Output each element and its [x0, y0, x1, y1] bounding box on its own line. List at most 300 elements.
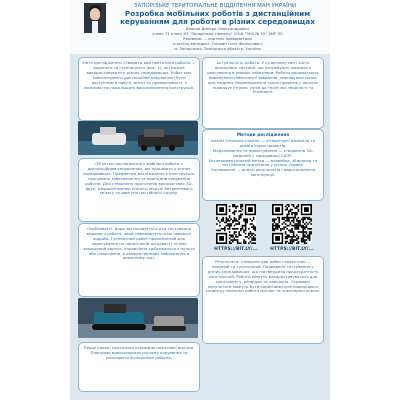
qr-module — [253, 225, 255, 227]
qr-module — [238, 234, 240, 236]
qr-module — [302, 225, 304, 227]
qr-module — [280, 230, 282, 232]
qr-module — [290, 217, 292, 219]
qr-module — [232, 204, 234, 206]
qr-module — [288, 217, 290, 219]
qr-module — [285, 241, 287, 243]
qr-module — [250, 218, 252, 220]
qr-module — [298, 236, 300, 238]
qr-module — [230, 223, 232, 225]
qr-module — [290, 222, 292, 224]
qr-finder — [219, 207, 224, 212]
qr-module — [238, 210, 240, 212]
qr-module — [243, 218, 245, 220]
qr-module — [253, 228, 255, 230]
qr-module — [235, 210, 237, 212]
qr-module — [307, 234, 309, 236]
qr-module — [290, 223, 292, 225]
header-supervisor: Керівник: ... вчитель інформатики — [183, 36, 252, 41]
qr-module — [248, 242, 250, 244]
qr-module — [302, 234, 304, 236]
qr-module — [285, 242, 287, 244]
qr-module — [229, 228, 231, 230]
results-text: Результати: створено два робочі прототипи — водяний та гусеничний. Проведено тестування у різних середовищах, що підтвердило працездатність конструкцій. Роботи можуть використовуватися для моніторингу, розвідки та навчання. Отримані результати можуть бути корисними для подальшого розвитку шкільної робототехніки та інженерної освіти. — [206, 259, 320, 294]
qr-code-left[interactable] — [216, 204, 256, 244]
qr-module — [304, 242, 306, 244]
qr-module — [234, 210, 236, 212]
qr-module — [290, 210, 292, 212]
author-photo — [84, 3, 106, 33]
qr-module — [307, 223, 309, 225]
qr-module — [230, 242, 232, 244]
qr-module — [286, 238, 288, 240]
robot-image-2 — [78, 298, 198, 338]
qr-module — [304, 223, 306, 225]
qr-module — [274, 222, 276, 224]
qr-module — [243, 241, 245, 243]
qr-module — [274, 218, 276, 220]
qr-module — [272, 230, 274, 232]
qr-module — [242, 225, 244, 227]
qr-module — [285, 233, 287, 235]
qr-module — [288, 214, 290, 216]
qr-module — [291, 214, 293, 216]
qr-module — [288, 230, 290, 232]
qr-module — [296, 223, 298, 225]
qr-module — [304, 218, 306, 220]
qr-module — [296, 238, 298, 240]
qr-module — [291, 238, 293, 240]
features-text: Особливості: Вода застосовується для тестування водяного робота, який переміщується по поверхні водойм. Гусеничний робот призначений для пересування по пересіченій місцевості та має захищений корпус. Управління здійснюється з пульта або смартфона, а камера передає зображення в реальному часі. — [83, 226, 195, 261]
qr-module — [243, 230, 245, 232]
qr-module — [283, 218, 285, 220]
qr-module — [243, 220, 245, 222]
qr-module — [294, 207, 296, 209]
qr-module — [238, 223, 240, 225]
qr-module — [301, 218, 303, 220]
qr-module — [306, 225, 308, 227]
qr-module — [293, 204, 295, 206]
qr-module — [243, 242, 245, 244]
qr-module — [246, 236, 248, 238]
qr-module — [306, 239, 308, 241]
header-place: м. Запоріжжя, Запорізька область, Україна — [174, 46, 261, 51]
qr-module — [224, 230, 226, 232]
qr-module — [242, 228, 244, 230]
qr-module — [286, 215, 288, 217]
qr-module — [238, 231, 240, 233]
qr-module — [277, 225, 279, 227]
qr-module — [306, 242, 308, 244]
qr-module — [245, 233, 247, 235]
results-box — [202, 256, 324, 344]
qr-module — [277, 226, 279, 228]
qr-module — [285, 209, 287, 211]
qr-module — [291, 242, 293, 244]
qr-module — [240, 207, 242, 209]
qr-module — [232, 239, 234, 241]
qr-module — [291, 209, 293, 211]
qr-module — [296, 239, 298, 241]
qr-module — [310, 223, 312, 225]
qr-module — [306, 231, 308, 233]
qr-module — [235, 236, 237, 238]
qr-module — [237, 239, 239, 241]
qr-module — [254, 234, 256, 236]
qr-module — [245, 241, 247, 243]
robot-illustration-2 — [78, 298, 198, 338]
qr-module — [243, 231, 245, 233]
qr-module — [302, 220, 304, 222]
qr-module — [296, 228, 298, 230]
qr-module — [298, 225, 300, 227]
qr-module — [235, 207, 237, 209]
qr-module — [245, 230, 247, 232]
qr-module — [304, 239, 306, 241]
qr-module — [309, 217, 311, 219]
tasks-text: Об'єктом дослідження є мобільні роботи з дистанційним керуванням, які працюють у різних середовищах. Предметом дослідження є конструкція, програмне забезпечення та принципи керування роботів. Для створення прототипів використано 3D-друк, мікроконтролер Arduino, модулі бездротового зв'язку та двигуни постійного струму. — [82, 161, 196, 196]
qr-module — [298, 204, 300, 206]
qr-module — [291, 228, 293, 230]
qr-module — [253, 226, 255, 228]
qr-module — [298, 241, 300, 243]
qr-module — [240, 242, 242, 244]
qr-module — [291, 225, 293, 227]
qr-module — [229, 215, 231, 217]
qr-module — [250, 223, 252, 225]
qr-module — [216, 223, 218, 225]
qr-module — [306, 233, 308, 235]
qr-module — [229, 217, 231, 219]
qr-module — [291, 212, 293, 214]
methods-experiment: Експериментальний метод — розробка, збирання та тестування прототипів у різних умовах. — [208, 157, 318, 168]
qr-module — [294, 214, 296, 216]
qr-module — [227, 223, 229, 225]
qr-module — [245, 226, 247, 228]
qr-module — [229, 225, 231, 227]
qr-code-right[interactable] — [272, 204, 312, 244]
qr-module — [301, 225, 303, 227]
qr-module — [293, 234, 295, 236]
qr-module — [235, 223, 237, 225]
goal-text: Мета дослідження: створити два прототипи роботів — водяного та гусеничного (рис. 1), які можна використовувати в різних середовищах. Робот має забезпечувати дистанційне керування і бути доступним в побуті, освіті та промисловості, з можливістю подальшого вдосконалення конструкції. — [82, 60, 196, 90]
qr-module — [248, 238, 250, 240]
qr-module — [251, 242, 253, 244]
relevance-box — [202, 57, 324, 129]
qr-module — [240, 217, 242, 219]
qr-module — [230, 225, 232, 227]
qr-module — [290, 230, 292, 232]
qr-module — [298, 242, 300, 244]
qr-module — [301, 226, 303, 228]
methods-heading: Методи дослідження — [236, 132, 290, 137]
qr-module — [298, 210, 300, 212]
qr-module — [232, 212, 234, 214]
qr-module — [286, 225, 288, 227]
qr-module — [229, 238, 231, 240]
qr-module — [285, 206, 287, 208]
qr-module — [240, 215, 242, 217]
qr-label-right[interactable]: HTTPS://BIT.LY/... — [270, 247, 314, 252]
qr-module — [288, 210, 290, 212]
qr-module — [288, 220, 290, 222]
qr-module — [232, 236, 234, 238]
qr-module — [254, 239, 256, 241]
qr-module — [294, 239, 296, 241]
qr-module — [245, 236, 247, 238]
qr-module — [274, 230, 276, 232]
qr-module — [304, 217, 306, 219]
qr-module — [251, 223, 253, 225]
qr-module — [234, 238, 236, 240]
qr-module — [293, 225, 295, 227]
tasks-box — [78, 158, 200, 222]
qr-module — [237, 220, 239, 222]
qr-module — [237, 241, 239, 243]
qr-module — [299, 220, 301, 222]
qr-module — [246, 218, 248, 220]
qr-module — [293, 241, 295, 243]
qr-module — [251, 220, 253, 222]
qr-module — [232, 220, 234, 222]
qr-module — [238, 218, 240, 220]
qr-module — [254, 228, 256, 230]
header-school: учень 11 класу КЗ "Запорізька гімназія" СОШ "ЗНЗ № 10" ЗМР ЗО — [152, 31, 283, 36]
qr-module — [299, 231, 301, 233]
qr-module — [234, 220, 236, 222]
qr-module — [302, 218, 304, 220]
qr-module — [298, 223, 300, 225]
qr-module — [229, 242, 231, 244]
qr-code-left-graphic — [216, 204, 256, 244]
qr-module — [254, 238, 256, 240]
qr-module — [229, 234, 231, 236]
qr-finder — [275, 207, 280, 212]
qr-module — [242, 209, 244, 211]
header-org: ЗАПОРІЗЬКЕ ТЕРИТОРІАЛЬНЕ ВІДДІЛЕННЯ МАН УКРАЇНИ — [133, 3, 297, 9]
qr-module — [296, 218, 298, 220]
qr-code-right-graphic — [272, 204, 312, 244]
qr-module — [251, 239, 253, 241]
relevance-text: Актуальність роботи. У сучасному світі часто виникають ситуації, що потребують швидкого реагування в умовах небезпеки. Роботи допомагають виконувати небезпечні завдання, зменшуючи ризик для людини. Впровадження таких проєктів у школах підвищує інтерес учнів до технічної творчості та інженерії. — [207, 60, 319, 95]
qr-module — [307, 217, 309, 219]
qr-module — [296, 212, 298, 214]
qr-module — [234, 228, 236, 230]
qr-module — [291, 204, 293, 206]
qr-module — [245, 228, 247, 230]
qr-module — [234, 218, 236, 220]
qr-finder — [275, 236, 280, 241]
qr-module — [254, 230, 256, 232]
qr-module — [288, 206, 290, 208]
qr-module — [234, 231, 236, 233]
qr-module — [291, 239, 293, 241]
qr-module — [309, 234, 311, 236]
qr-module — [302, 230, 304, 232]
qr-module — [245, 225, 247, 227]
qr-module — [302, 217, 304, 219]
qr-module — [222, 217, 224, 219]
qr-module — [304, 226, 306, 228]
photo-shirt — [92, 21, 98, 33]
qr-module — [230, 218, 232, 220]
qr-finder — [219, 236, 224, 241]
qr-module — [278, 220, 280, 222]
qr-module — [282, 218, 284, 220]
qr-module — [277, 228, 279, 230]
qr-module — [238, 215, 240, 217]
qr-module — [232, 228, 234, 230]
qr-module — [275, 226, 277, 228]
qr-module — [286, 207, 288, 209]
qr-module — [296, 206, 298, 208]
qr-module — [227, 218, 229, 220]
qr-module — [291, 236, 293, 238]
qr-module — [286, 241, 288, 243]
qr-module — [280, 228, 282, 230]
qr-finder — [248, 207, 253, 212]
qr-module — [221, 220, 223, 222]
qr-module — [307, 228, 309, 230]
qr-module — [245, 222, 247, 224]
qr-module — [272, 226, 274, 228]
qr-module — [296, 225, 298, 227]
qr-module — [285, 236, 287, 238]
qr-module — [229, 220, 231, 222]
qr-module — [291, 231, 293, 233]
qr-module — [286, 220, 288, 222]
qr-module — [283, 228, 285, 230]
qr-finder — [304, 207, 309, 212]
qr-module — [288, 234, 290, 236]
qr-module — [291, 230, 293, 232]
qr-module — [288, 236, 290, 238]
conclusion-box — [78, 342, 200, 392]
qr-module — [245, 220, 247, 222]
qr-module — [299, 222, 301, 224]
qr-module — [218, 230, 220, 232]
qr-module — [232, 234, 234, 236]
qr-label-left[interactable]: HTTPS://BIT.LY/... — [214, 247, 258, 252]
qr-module — [286, 234, 288, 236]
qr-module — [240, 206, 242, 208]
qr-module — [229, 209, 231, 211]
qr-module — [286, 218, 288, 220]
qr-module — [299, 223, 301, 225]
qr-module — [290, 231, 292, 233]
qr-module — [229, 231, 231, 233]
poster-header — [70, 0, 330, 54]
qr-module — [302, 231, 304, 233]
qr-module — [240, 228, 242, 230]
qr-module — [235, 218, 237, 220]
qr-module — [283, 222, 285, 224]
qr-module — [298, 222, 300, 224]
qr-module — [229, 206, 231, 208]
qr-module — [286, 236, 288, 238]
qr-module — [251, 233, 253, 235]
qr-module — [288, 242, 290, 244]
qr-module — [229, 210, 231, 212]
qr-module — [294, 212, 296, 214]
qr-module — [229, 226, 231, 228]
qr-module — [282, 217, 284, 219]
qr-module — [283, 217, 285, 219]
qr-module — [293, 206, 295, 208]
photo-face — [90, 8, 100, 20]
qr-module — [302, 233, 304, 235]
qr-module — [304, 228, 306, 230]
qr-module — [301, 239, 303, 241]
qr-module — [293, 233, 295, 235]
goal-box — [78, 57, 200, 121]
qr-module — [301, 241, 303, 243]
qr-module — [242, 226, 244, 228]
qr-module — [291, 217, 293, 219]
qr-module — [216, 218, 218, 220]
qr-module — [234, 212, 236, 214]
qr-module — [288, 225, 290, 227]
qr-module — [272, 225, 274, 227]
qr-module — [227, 225, 229, 227]
qr-module — [250, 233, 252, 235]
qr-module — [235, 231, 237, 233]
qr-module — [310, 233, 312, 235]
qr-module — [298, 226, 300, 228]
qr-module — [294, 223, 296, 225]
qr-module — [288, 212, 290, 214]
qr-module — [278, 217, 280, 219]
qr-module — [293, 236, 295, 238]
qr-module — [240, 210, 242, 212]
qr-module — [240, 230, 242, 232]
qr-module — [254, 242, 256, 244]
qr-module — [245, 242, 247, 244]
qr-module — [298, 217, 300, 219]
qr-module — [285, 223, 287, 225]
qr-module — [286, 217, 288, 219]
qr-module — [310, 228, 312, 230]
qr-module — [234, 239, 236, 241]
qr-module — [238, 217, 240, 219]
qr-module — [294, 226, 296, 228]
qr-module — [234, 217, 236, 219]
poster — [70, 0, 330, 400]
qr-module — [285, 220, 287, 222]
qr-module — [243, 239, 245, 241]
qr-module — [240, 214, 242, 216]
features-box — [78, 223, 200, 297]
qr-module — [278, 226, 280, 228]
qr-module — [294, 217, 296, 219]
qr-module — [245, 218, 247, 220]
qr-module — [237, 236, 239, 238]
qr-module — [282, 228, 284, 230]
qr-module — [272, 218, 274, 220]
qr-module — [221, 218, 223, 220]
qr-module — [229, 223, 231, 225]
qr-module — [234, 206, 236, 208]
qr-module — [240, 234, 242, 236]
qr-module — [310, 218, 312, 220]
qr-module — [246, 220, 248, 222]
qr-module — [302, 238, 304, 240]
qr-module — [235, 234, 237, 236]
qr-module — [224, 226, 226, 228]
qr-module — [248, 233, 250, 235]
qr-module — [216, 230, 218, 232]
qr-module — [219, 222, 221, 224]
